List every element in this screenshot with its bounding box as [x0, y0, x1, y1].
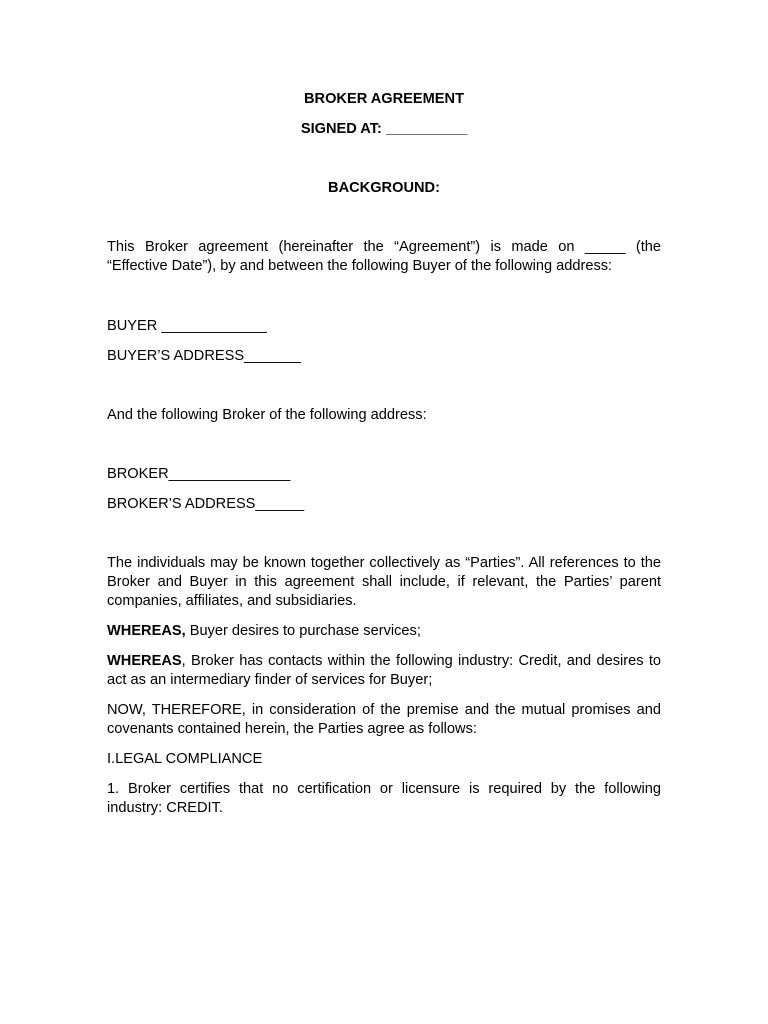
signed-at-line: SIGNED AT: __________ [300, 121, 468, 137]
parties-paragraph: The individuals may be known together collectively as “Parties”. All references to the Broker and Buyer in this agreement shall include, if relevant, the Parties’ parent companies, affiliates, and subsidiaries. [107, 555, 661, 609]
whereas-1-text: Buyer desires to purchase services; [185, 623, 421, 639]
buyer-field: BUYER _____________ [107, 318, 267, 334]
broker-intro-paragraph: And the following Broker of the following address: [107, 407, 427, 423]
buyer-address-field: BUYER’S ADDRESS_______ [107, 348, 301, 364]
background-heading: BACKGROUND: [328, 180, 440, 196]
whereas-paragraph-1 [107, 622, 661, 641]
section-1-heading: I.LEGAL COMPLIANCE [107, 751, 263, 767]
whereas-2-text: , Broker has contacts within the following industry: Credit, and desires to act as an intermediary finder of services for Buyer; [107, 653, 661, 688]
whereas-1-lead: WHEREAS, [107, 623, 186, 639]
intro-paragraph: This Broker agreement (hereinafter the “Agreement”) is made on _____ (the “Effective Date”), by and between the following Buyer of the following address: [107, 239, 661, 274]
now-therefore-paragraph: NOW, THEREFORE, in consideration of the premise and the mutual promises and covenants contained herein, the Parties agree as follows: [107, 702, 661, 737]
whereas-2-lead: WHEREAS [107, 653, 182, 669]
clause-1-paragraph: 1. Broker certifies that no certification or licensure is required by the following industry: CREDIT. [107, 781, 661, 816]
broker-field: BROKER_______________ [107, 466, 291, 482]
whereas-paragraph-2 [107, 652, 661, 690]
broker-address-field: BROKER’S ADDRESS______ [107, 496, 305, 512]
document-title: BROKER AGREEMENT [304, 91, 464, 107]
